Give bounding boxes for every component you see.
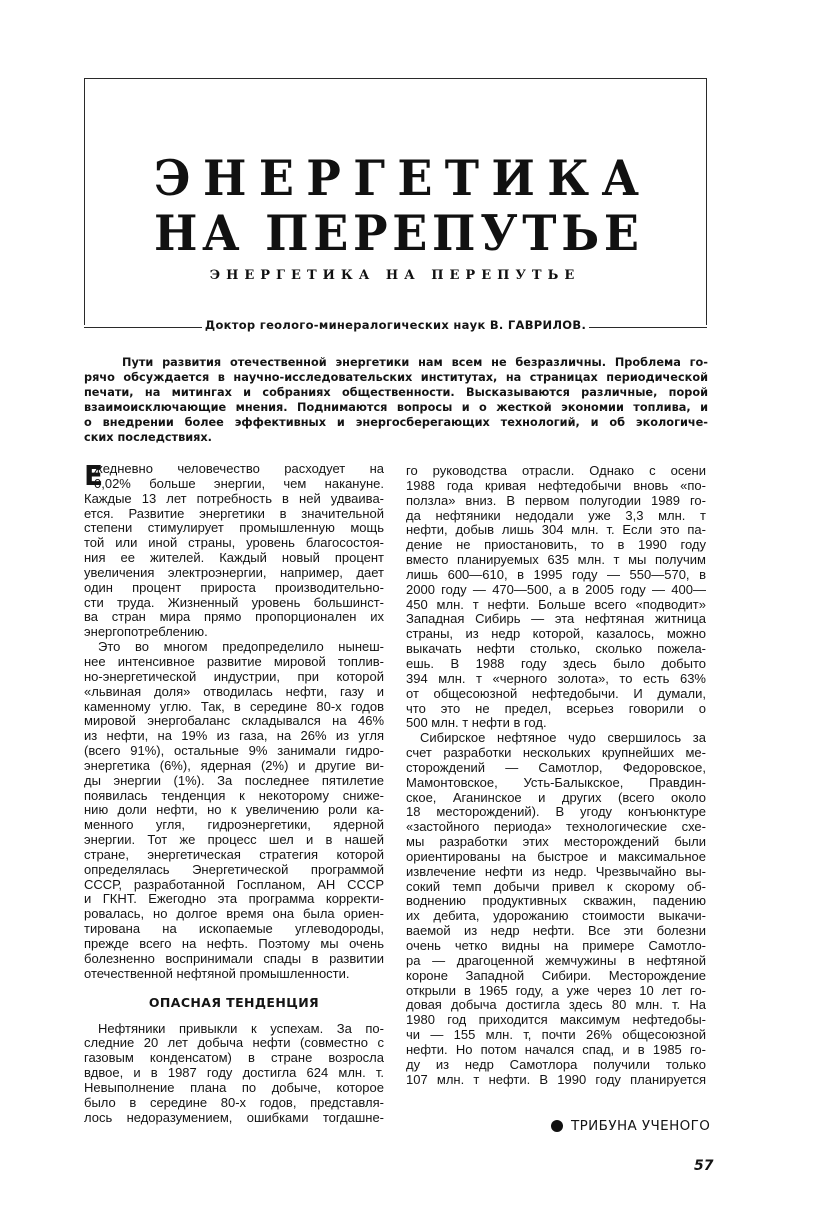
bullet-dot-icon [551, 1120, 563, 1132]
text-line: «львиная доля» отводилась нефти, газу и [84, 683, 384, 699]
text-line: очень четко видны на примере Самотло- [406, 938, 706, 953]
title-letter: Э [154, 149, 191, 207]
text-line: 18 месторождений). В угоду конъюнктуре [406, 804, 706, 820]
text-line: менного угля, гидроэнергетики, ядерной [84, 817, 384, 833]
section-rubric [551, 1118, 710, 1134]
text-line: 0,02% больше энергии, чем накануне. [94, 475, 384, 491]
text-line: дение не приостановить, то в 1990 году [406, 537, 706, 553]
text-line: ду из недр Самотлора получили только [406, 1056, 706, 1072]
title-letter: П [432, 204, 476, 262]
text-line: жедневно человечество расходует на [94, 461, 384, 476]
text-line: Мамонтовское, Усть-Балыкское, Правдин- [406, 774, 706, 790]
title-letter: А [601, 149, 639, 207]
title-letter: Т [522, 204, 557, 262]
text-line: нию доли нефти, но к увеличению роли ка- [84, 802, 384, 818]
text-line: нее интенсивное развитие мировой топлив- [84, 653, 384, 669]
text-line: лось недоразумением, ошибками тогдашне- [84, 1109, 384, 1125]
title-letter [244, 209, 260, 257]
text-line: Пути развития отечественной энергетики нам всем не безразличны. Проблема го- [122, 356, 708, 369]
text-line: увеличения электроэнергии, например, дает [84, 564, 384, 580]
text-line: печати, на митингах и собраниях общественности. Высказываются различные, порой [84, 386, 708, 399]
text-line: энергетика (6%), ядерная (2%) и другие ви- [84, 757, 384, 773]
title-letter: Н [202, 149, 247, 207]
paragraph-5 [406, 731, 706, 1087]
text-line: страны, из недр которой, казалось, можно [406, 626, 706, 642]
title-letter: И [491, 149, 535, 207]
text-line: их дебита, удорожанию стоимости выкачи- [406, 908, 706, 924]
title-letter: Е [313, 204, 349, 262]
title-letter: Ь [561, 204, 600, 262]
text-line: счет разработки нескольких крупнейших ме- [406, 745, 706, 761]
text-line: выкачать нефти столько, сколько пожела- [406, 641, 706, 657]
text-line: нефти. Но потом начался спад, и в 1985 го- [406, 1041, 706, 1057]
text-line: стране, энергетическая стратегия которой [84, 846, 384, 862]
text-line: энергии. Тот же процесс шел и в нашей [84, 832, 384, 848]
text-line: 450 млн. т нефти. Больше всего «подводит» [406, 596, 706, 612]
text-line: и ГКНТ. Ежегодно эта программа корректи- [84, 891, 384, 907]
text-line: довая добыча достигла здесь 80 млн. т. На [406, 997, 706, 1013]
text-line: мировой энергобаланс складывался на 46% [84, 713, 384, 729]
paragraph-4 [406, 464, 706, 731]
title-letter: А [202, 204, 240, 262]
text-line: 500 млн. т нефти в год. [406, 715, 547, 731]
title-letter: Н [154, 204, 198, 262]
text-line: да нефтяники недодали уже 3,3 млн. т [406, 507, 706, 523]
author-byline: Доктор геолого-минералогических наук В. ГАВРИЛОВ. [204, 318, 587, 332]
text-line: Невыполнение плана по добыче, которое [84, 1079, 384, 1095]
text-line: лишь 600—610, в 1995 году — 550—570, в [406, 566, 706, 582]
text-line: один процент прироста производительно- [84, 579, 384, 595]
title-letter: Е [603, 204, 639, 262]
text-line: рячо обсуждается в научно-исследовательских институтах, на страницах периодической [84, 371, 708, 384]
paragraph-1 [84, 459, 384, 640]
title-letter: У [480, 204, 518, 262]
page-number: 57 [694, 1158, 714, 1174]
text-line: Каждые 13 лет потребность в ней удваива- [84, 490, 384, 506]
paragraph-2 [84, 640, 384, 981]
title-letter: Е [258, 149, 294, 207]
text-line: Западная Сибирь — эта нефтяная житница [406, 611, 706, 627]
text-line: короне Западной Сибири. Месторождение [406, 967, 706, 983]
text-line: тирована на ископаемые углеводороды, [84, 921, 384, 937]
text-line: ползла» вниз. В первом полугодии 1989 го- [406, 492, 706, 508]
text-line: чи — 155 млн. т, почти 26% общесоюзной [406, 1027, 706, 1043]
title-letter: Е [392, 204, 428, 262]
left-column [84, 459, 384, 1125]
text-line: сти труда. Жизненный уровень большинст- [84, 594, 384, 610]
text-line: мы разработки этих месторождений были [406, 834, 706, 850]
text-line: ва стран мира прямо пропорционален их [84, 609, 384, 625]
title-letter: Р [352, 204, 388, 262]
text-line: появилась тенденция к некоторому сниже- [84, 787, 384, 803]
text-line: что это не предел, всерьез говорили о [406, 700, 706, 716]
text-line: но-энергетической индустрии, при которой [84, 668, 384, 684]
byline-rule-right [589, 327, 707, 328]
text-line: нефти, добыв лишь 304 млн. т. Если это па- [406, 522, 706, 538]
text-line: было в середине 80-х годов, представля- [84, 1094, 384, 1110]
text-line: извлечение нефти из недр. Чрезвычайно вы- [406, 863, 706, 879]
text-line: прежде всего на нефть. Поэтому мы очень [84, 936, 384, 951]
text-line: вместо планируемых 635 млн. т мы получим [406, 552, 706, 568]
text-line: отечественной нефтяной промышленности. [84, 965, 350, 981]
text-line: Это во многом предопределило нынеш- [98, 639, 384, 655]
text-line: ется. Развитие энергетики в значительной [84, 505, 384, 521]
byline-row [84, 315, 707, 335]
text-line: ра — драгоценной жемчужины в нефтяной [406, 952, 706, 968]
text-line: 1980 год приходится максимум нефтедобы- [406, 1012, 706, 1028]
text-line: 2000 году — 470—500, а в 2005 году — 400— [406, 581, 706, 597]
text-line: открыли в 1965 году, а уже через 10 лет го- [406, 982, 706, 998]
text-line: ды энергии (1%). За последнее пятилетие [84, 772, 384, 788]
text-line: каменному углю. Так, в середине 80-х годов [84, 698, 384, 714]
text-line: газовым конденсатом) в стране возросла [84, 1050, 384, 1066]
text-line: ориентированы на быстрое и максимальное [406, 848, 706, 864]
drop-cap: Е [84, 459, 104, 492]
text-line: энергопотреблению. [84, 624, 208, 640]
rubric-label: ТРИБУНА УЧЕНОГО [571, 1118, 711, 1134]
text-line: сторождений — Самотлор, Федоровское, [406, 759, 706, 775]
text-line: ния ее жителей. Каждый новый процент [84, 550, 384, 566]
text-line: из нефти, на 19% из газа, на 26% из угля [84, 728, 384, 744]
text-line: степени стимулирует промышленную мощь [84, 520, 384, 536]
text-line: ских последствиях. [84, 431, 212, 444]
text-line: той или иной страны, уровень благосостоя- [84, 535, 384, 551]
text-line: ровалась, но долгое время она была ориен- [84, 906, 384, 922]
text-line: ваемой из недр нефти. Все эти болезни [406, 923, 706, 939]
text-line: о внедрении более эффективных и энергосберегающих технологий, и об экологиче- [84, 416, 708, 429]
title-letter: Т [444, 149, 480, 207]
text-line: Нефтяники привыкли к успехам. За по- [98, 1020, 384, 1036]
right-column [406, 464, 706, 1087]
lead-paragraph [84, 355, 708, 445]
text-line: взаимоисключающие мнения. Поднимаются вопросы и о жесткой экономии топлива, и [84, 401, 708, 414]
text-line: 1988 года кривая нефтедобычи вновь «по- [406, 477, 706, 493]
paragraph-3 [84, 1022, 384, 1126]
title-letter: П [265, 204, 309, 262]
text-line: сокий темп добычи привел к скорому об- [406, 878, 706, 894]
title-line-2 [154, 204, 639, 262]
text-line: воднению продуктивных скважин, падению [406, 893, 706, 909]
text-line: болезненно воспринимали спады в развитии [84, 950, 384, 966]
section-heading: ОПАСНАЯ ТЕНДЕНЦИЯ [148, 994, 320, 1010]
text-line: ское, Аганинское и других (всего около [406, 789, 706, 805]
title-line-1 [154, 149, 639, 207]
text-line: от общесоюзной нефтедобычи. И думали, [406, 685, 706, 701]
article-title-text: ЭНЕРГЕТИКА НА ПЕРЕПУТЬЕ [209, 268, 581, 283]
byline-rule-left [84, 327, 202, 328]
text-line: ешь. В 1988 году здесь было добыто [406, 655, 706, 671]
text-line: следние 20 лет добыча нефти (совместно с [84, 1035, 384, 1051]
text-line: вдвое, и в 1987 году достигла 624 млн. т. [84, 1065, 384, 1081]
title-letter: К [547, 149, 590, 207]
text-line: СССР, разработанной Госпланом, АН СССР [84, 876, 384, 892]
text-line: Сибирское нефтяное чудо свершилось за [420, 730, 706, 746]
title-letter: Е [397, 149, 433, 207]
text-line: 394 млн. т «черного золота», то есть 63% [406, 670, 706, 686]
text-line: определялась Энергетической программой [84, 861, 384, 877]
text-line: «застойного периода» технологические схе- [406, 819, 706, 835]
title-letter: Р [306, 149, 341, 207]
text-line: го руководства отрасли. Однако с осени [406, 463, 706, 478]
title-letter: Г [353, 149, 385, 207]
text-line: (всего 91%), остальные 9% занимали гидро- [84, 743, 384, 759]
text-line: 107 млн. т нефти. В 1990 году планируется [406, 1071, 706, 1087]
